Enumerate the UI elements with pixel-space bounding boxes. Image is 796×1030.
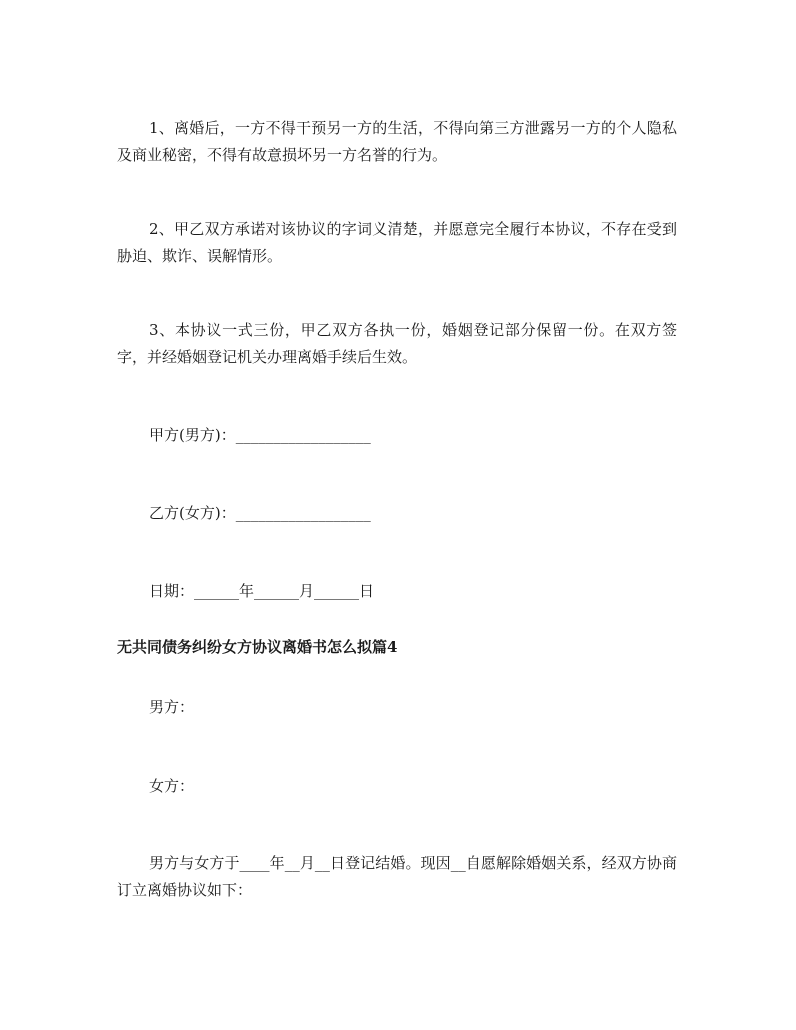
intro-paragraph: 男方与女方于____年__月__日登记结婚。现因__自愿解除婚姻关系，经双方协商订立离婚协议如下： <box>117 854 677 899</box>
signature-party-b: 乙方(女方)：__________________ <box>149 504 371 522</box>
clause-3: 3、本协议一式三份，甲乙双方各执一份，婚姻登记部分保留一份。在双方签字，并经婚姻登记机关办理离婚手续后生效。 <box>117 321 677 366</box>
clause-2: 2、甲乙双方承诺对该协议的字词义清楚，并愿意完全履行本协议，不存在受到胁迫、欺诈、误解情形。 <box>117 220 677 265</box>
female-label: 女方： <box>149 777 195 795</box>
signature-party-a: 甲方(男方)：__________________ <box>149 426 371 444</box>
male-label: 男方： <box>149 698 195 716</box>
date-line: 日期：______年______月______日 <box>149 582 375 600</box>
section-heading: 无共同债务纠纷女方协议离婚书怎么拟篇4 <box>117 638 398 656</box>
clause-1: 1、离婚后，一方不得干预另一方的生活，不得向第三方泄露另一方的个人隐私及商业秘密，不得有故意损坏另一方名誉的行为。 <box>117 119 677 164</box>
